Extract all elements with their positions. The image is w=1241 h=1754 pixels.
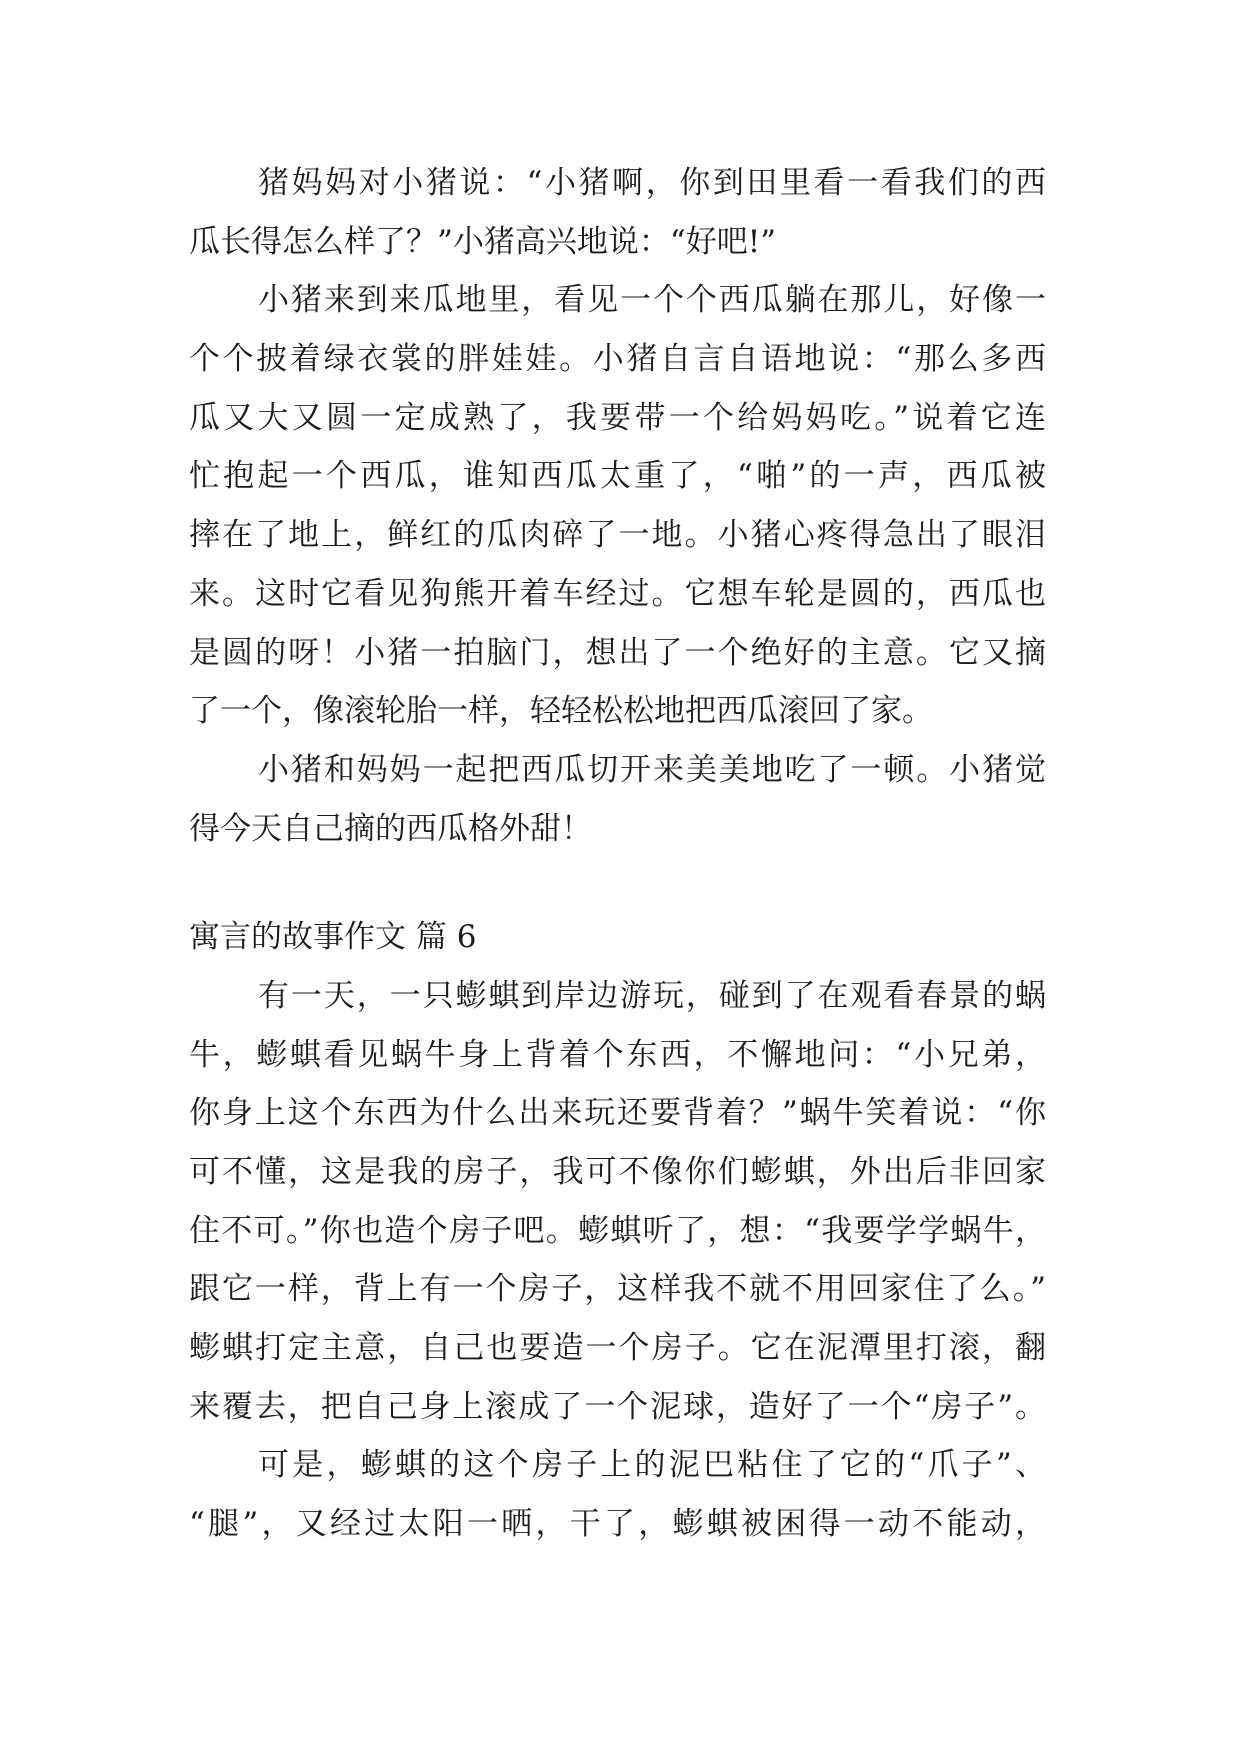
text-line: 是圆的呀！小猪一拍脑门，想出了一个绝好的主意。它又摘 [189,634,1046,671]
text-line: “腿”，又经过太阳一晒，干了，蟛蜞被困得一动不能动， [189,1506,1046,1543]
text-line: 你身上这个东西为什么出来玩还要背着？”蜗牛笑着说：“你 [189,1095,1046,1132]
text-line: 住不可。”你也造个房子吧。蟛蜞听了，想：“我要学学蜗牛， [189,1212,1046,1249]
section-heading: 寓言的故事作文 篇 6 [189,919,477,956]
text-line: 瓜长得怎么样了？”小猪高兴地说：“好吧!” [189,223,777,260]
text-line: 蟛蜞打定主意，自己也要造一个房子。它在泥潭里打滚，翻 [189,1330,1046,1367]
paragraph [189,154,1046,271]
text-line: 跟它一样，背上有一个房子，这样我不就不用回家住了么。” [189,1271,1046,1308]
text-line: 得今天自己摘的西瓜格外甜！ [189,810,592,847]
text-line: 摔在了地上，鲜红的瓜肉碎了一地。小猪心疼得急出了眼泪 [189,517,1046,554]
text-line: 个个披着绿衣裳的胖娃娃。小猪自言自语地说：“那么多西 [189,341,1046,378]
text-line: 猪妈妈对小猪说：“小猪啊，你到田里看一看我们的西 [258,165,1046,201]
text-line: 牛，蟛蜞看见蜗牛身上背着个东西，不懈地问：“小兄弟， [189,1036,1046,1073]
paragraph [189,741,1046,858]
paragraph [189,967,1046,1437]
text-line: 可是，蟛蜞的这个房子上的泥巴粘住了它的“爪子”、 [258,1447,1046,1484]
text-line: 忙抱起一个西瓜，谁知西瓜太重了，“啪”的一声，西瓜被 [189,458,1046,495]
text-line: 有一天，一只蟛蜞到岸边游玩，碰到了在观看春景的蜗 [258,977,1046,1014]
story-section [189,908,1046,1554]
text-line: 可不懂，这是我的房子，我可不像你们蟛蜞，外出后非回家 [189,1154,1046,1190]
text-line: 小猪来到来瓜地里，看见一个个西瓜躺在那儿，好像一 [258,282,1046,319]
story-section [189,154,1046,858]
text-line: 来覆去，把自己身上滚成了一个泥球，造好了一个“房子”。 [189,1388,1046,1425]
paragraph [189,271,1046,741]
text-line: 来。这时它看见狗熊开着车经过。它想车轮是圆的，西瓜也 [189,575,1046,612]
text-line: 小猪和妈妈一起把西瓜切开来美美地吃了一顿。小猪觉 [258,751,1046,788]
text-line: 了一个，像滚轮胎一样，轻轻松松地把西瓜滚回了家。 [189,693,933,730]
document-body [189,154,1046,1554]
text-line: 瓜又大又圆一定成熟了，我要带一个给妈妈吃。”说着它连 [189,399,1046,436]
paragraph [189,1436,1046,1553]
